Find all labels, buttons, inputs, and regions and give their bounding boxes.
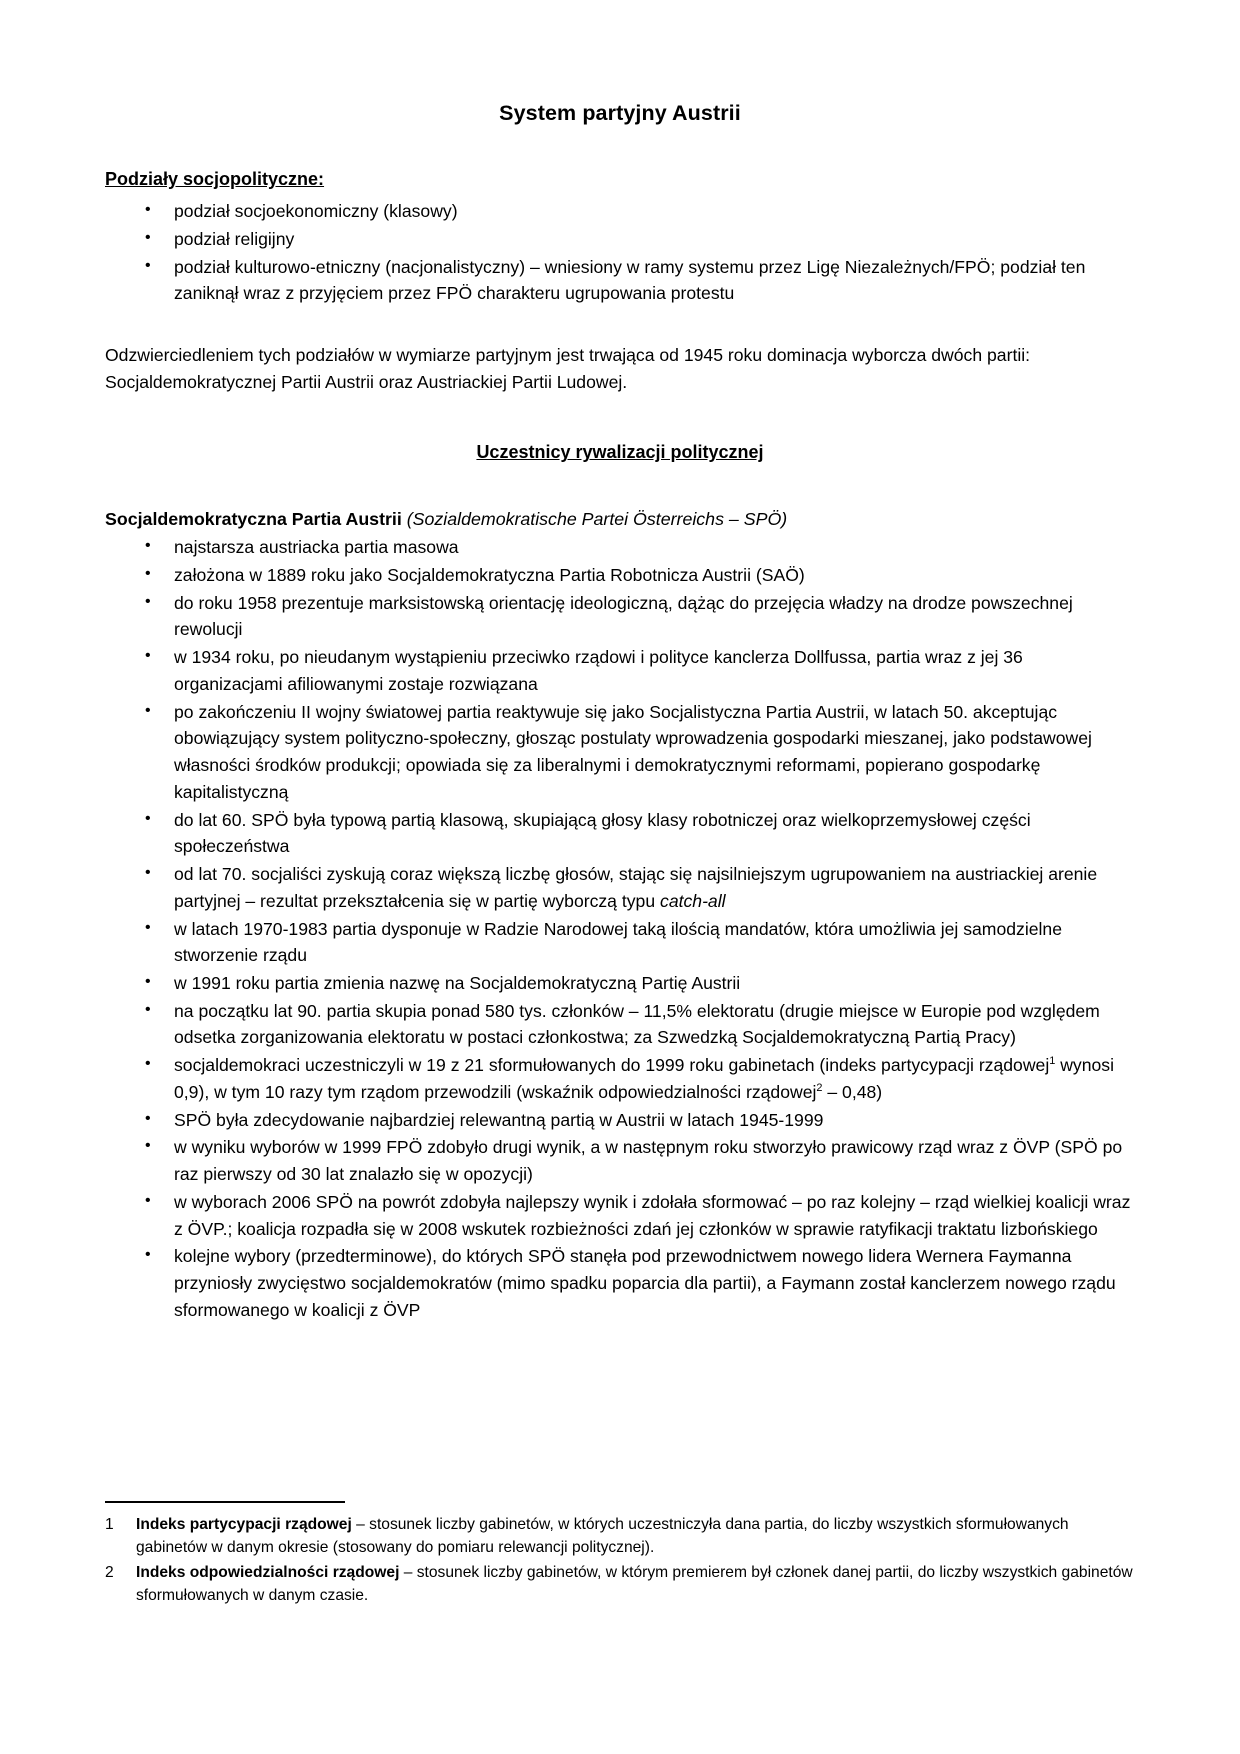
list-item-catchall xyxy=(105,861,1135,914)
cleavages-heading: Podziały socjopolityczne: xyxy=(105,168,325,189)
list-item: • w 1934 roku, po nieudanym wystąpieniu przeciwko rządowi i polityce kanclerza Dollfussa, partia wraz z jej 36 organizacjami afiliowanymi zostaje rozwiązana xyxy=(105,644,1135,697)
section-spo xyxy=(105,506,1135,1324)
list-item: • podział socjoekonomiczny (klasowy) xyxy=(105,198,1135,225)
list-item-cabinets xyxy=(105,1052,1135,1105)
list-item: • na początku lat 90. partia skupia ponad 580 tys. członków – 11,5% elektoratu (drugie miejsce w Europie pod względem odsetka zorganizowania elektoratu w postaci członkostwa; za Szwedzką Socjaldemokratyczną Partią Pracy) xyxy=(105,998,1135,1051)
cleavages-bullet-list xyxy=(105,198,1135,307)
footnote-number: 2 xyxy=(105,1563,114,1581)
list-item: • kolejne wybory (przedterminowe), do których SPÖ stanęła pod przewodnictwem nowego lidera Wernera Faymanna przyniosły zwycięstwo socjaldemokratów (mimo spadku poparcia dla partii), a Faymann został kanclerzem nowego rządu sformowanego w koalicji z ÖVP xyxy=(105,1243,1135,1323)
spacer xyxy=(105,308,1135,342)
footnote-ref-1[interactable]: 1 xyxy=(1049,1055,1056,1068)
cabinets-part1: socjaldemokraci uczestniczyli w 19 z 21 sformułowanych do 1999 roku gabinetach (indeks partycypacji rządowej xyxy=(174,1055,1050,1076)
list-item: • najstarsza austriacka partia masowa xyxy=(105,534,1135,561)
list-item: • w 1991 roku partia zmienia nazwę na Socjaldemokratyczną Partię Austrii xyxy=(105,970,1135,997)
list-item: • podział religijny xyxy=(105,226,1135,253)
party-name-german: (Sozialdemokratische Partei Österreichs – SPÖ) xyxy=(406,508,788,529)
catchall-italic: catch-all xyxy=(660,890,726,911)
footnote-item xyxy=(105,1561,1135,1608)
footnote-number: 1 xyxy=(105,1516,114,1533)
footnote-term: Indeks odpowiedzialności rządowej xyxy=(136,1563,400,1581)
spacer xyxy=(105,472,1135,506)
list-item: • w wyborach 2006 SPÖ na powrót zdobyła najlepszy wynik i zdołała sformować – po raz kolejny – rząd wielkiej koalicji wraz z ÖVP.; koalicja rozpadła się w 2008 wskutek rozbieżności zdań jej członków w sprawie ratyfikacji traktatu lizbońskiego xyxy=(105,1189,1135,1242)
document-body xyxy=(105,100,1135,1325)
catchall-text: od lat 70. socjaliści zyskują coraz większą liczbę głosów, stając się najsilniejszym ugrupowaniem na austriackiej arenie partyjnej – rezultat przekształcenia się w partię wyborczą typu xyxy=(174,864,1098,911)
party-name-polish: Socjaldemokratyczna Partia Austrii xyxy=(105,508,402,529)
list-item: • w wyniku wyborów w 1999 FPÖ zdobyło drugi wynik, a w następnym roku stworzyło prawicowy rząd wraz z ÖVP (SPÖ po raz pierwszy od 30 lat znalazło się w opozycji) xyxy=(105,1134,1135,1187)
list-item: • SPÖ była zdecydowanie najbardziej relewantną partią w Austrii w latach 1945-1999 xyxy=(105,1107,1135,1134)
list-item: • w latach 1970-1983 partia dysponuje w Radzie Narodowej taką ilością mandatów, która umożliwia jej samodzielne stworzenie rządu xyxy=(105,916,1135,969)
footnote-ref-2[interactable]: 2 xyxy=(816,1082,823,1095)
footnotes-section xyxy=(105,1501,1135,1609)
participants-heading: Uczestnicy rywalizacji politycznej xyxy=(476,442,764,463)
reflection-paragraph: Odzwierciedleniem tych podziałów w wymiarze partyjnym jest trwająca od 1945 roku dominacja wyborcza dwóch partii: Socjaldemokratycznej Partii Austrii oraz Austriackiej Partii Ludowej. xyxy=(105,344,1031,392)
list-item: • po zakończeniu II wojny światowej partia reaktywuje się jako Socjalistyczna Partia Austrii, w latach 50. akceptując obowiązujący system polityczno-społeczny, głosząc postulaty wprowadzenia gospodarki mieszanej, jako podstawowej własności środków produkcji; opowiada się za liberalnymi i demokratycznymi reformami, popierano gospodarkę kapitalistyczną xyxy=(105,699,1135,806)
footnote-separator xyxy=(105,1501,345,1503)
list-item: • do lat 60. SPÖ była typową partią klasową, skupiającą głosy klasy robotniczej oraz wielkoprzemysłowej części społeczeństwa xyxy=(105,807,1135,860)
list-item: • do roku 1958 prezentuje marksistowską orientację ideologiczną, dążąc do przejęcia władzy na drodze powszechnej rewolucji xyxy=(105,590,1135,643)
list-item: • podział kulturowo-etniczny (nacjonalistyczny) – wniesiony w ramy systemu przez Ligę Niezależnych/FPÖ; podział ten zaniknął wraz z przyjęciem przez FPÖ charakteru ugrupowania protestu xyxy=(105,254,1135,307)
page-title: System partyjny Austrii xyxy=(499,101,741,125)
cabinets-part3: – 0,48) xyxy=(822,1081,883,1102)
footnote-list xyxy=(105,1513,1135,1608)
footnote-text: – stosunek liczby gabinetów, w którym premierem był członek danej partii, do liczby wszystkich gabinetów sformułowanych w danym czasie. xyxy=(136,1563,1133,1605)
section-cleavages xyxy=(105,166,1135,307)
participants-heading-wrap xyxy=(105,439,1135,471)
spacer xyxy=(105,395,1135,439)
cabinets-part2: wynosi 0,9), w tym 10 razy tym rządom przewodzili (wskaźnik odpowiedzialności rządowej xyxy=(174,1055,1114,1102)
footnote-item xyxy=(105,1513,1135,1560)
footnote-text: – stosunek liczby gabinetów, w których uczestniczyła dana partia, do liczby wszystkich sformułowanych gabinetów w danym okresie (stosowany do pomiaru relewancji politycznej). xyxy=(136,1516,1069,1557)
spo-bullet-list xyxy=(105,534,1135,1323)
party-name-line xyxy=(105,506,1135,533)
list-item: • założona w 1889 roku jako Socjaldemokratyczna Partia Robotnicza Austrii (SAÖ) xyxy=(105,562,1135,589)
footnote-term: Indeks partycypacji rządowej xyxy=(136,1516,352,1533)
